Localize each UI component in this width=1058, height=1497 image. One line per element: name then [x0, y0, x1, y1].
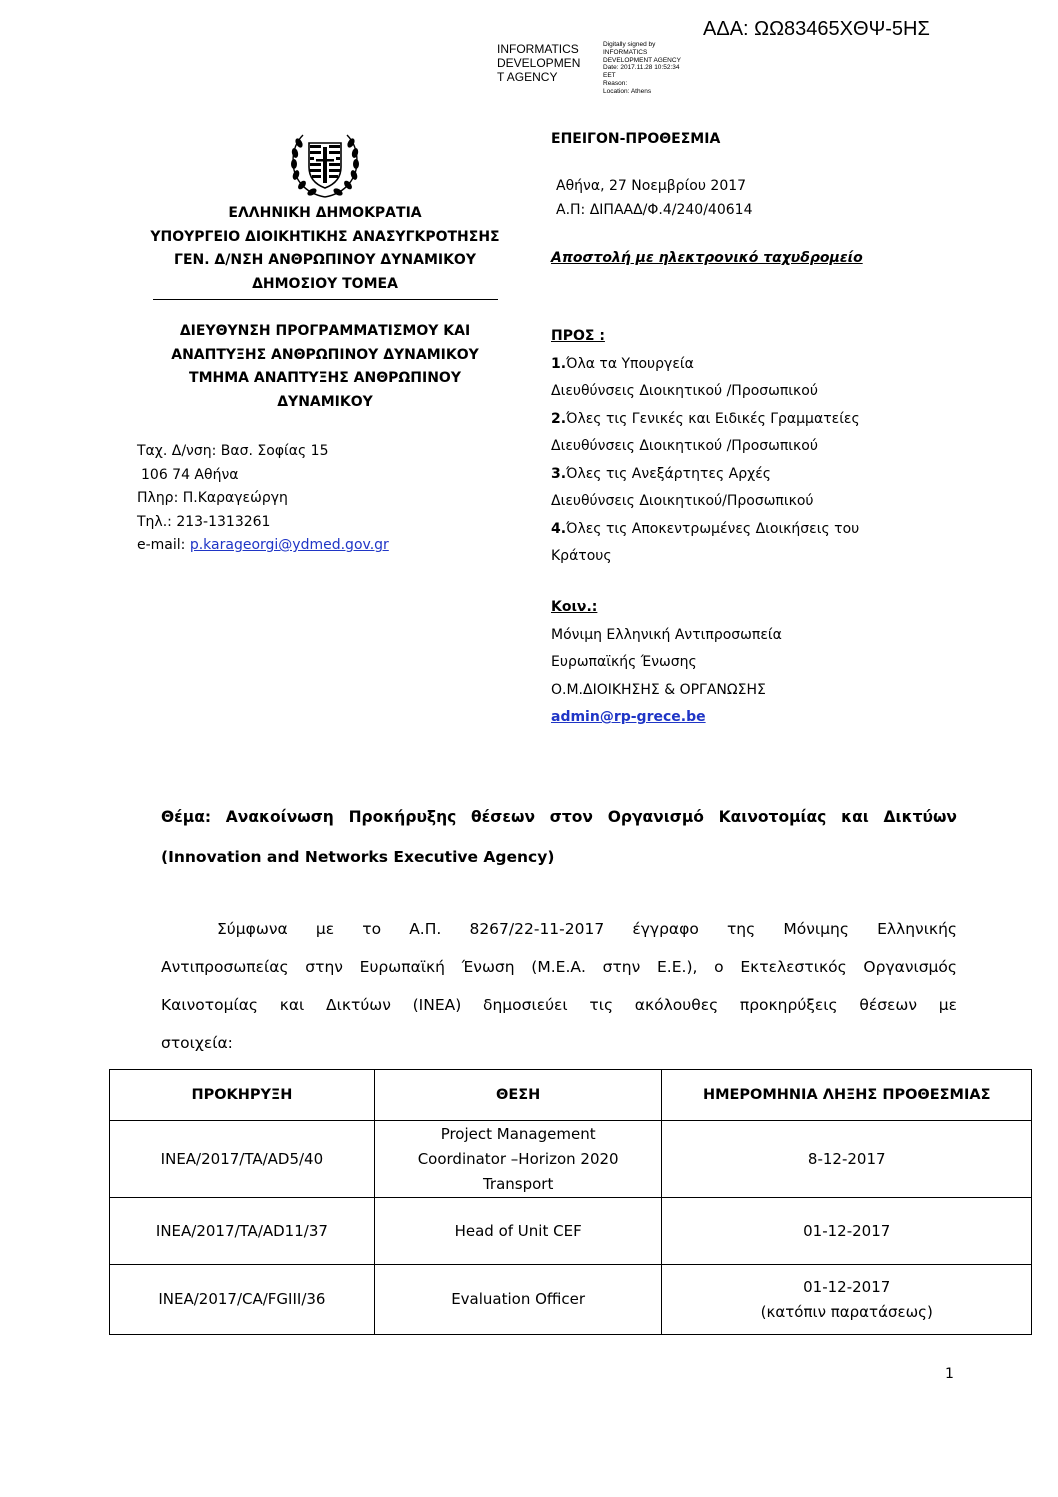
contact-block [137, 440, 389, 558]
signature-detail-line: Location: Athens [603, 87, 652, 95]
recipient-item: 2.Όλες τις Γενικές και Ειδικές Γραμματείες [551, 410, 860, 427]
cc-list [551, 594, 782, 732]
recipients-label: ΠΡΟΣ : [551, 328, 605, 344]
signature-detail-line: Reason: [603, 79, 628, 87]
email-label: e-mail: [137, 537, 190, 553]
signature-detail-line: DEVELOPMENT AGENCY [603, 56, 681, 64]
ministry-line: ΕΛΛΗΝΙΚΗ ΔΗΜΟΚΡΑΤΙΑ [228, 205, 422, 221]
signature-detail-line: EET [603, 72, 616, 80]
protocol-number: Α.Π: ΔΙΠΑΑΔ/Φ.4/240/40614 [556, 202, 753, 218]
table-row [110, 1121, 1032, 1198]
signature-name-line: DEVELOPMEN [497, 56, 581, 70]
vacancy-position: Head of Unit CEF [374, 1198, 662, 1265]
cc-line: Ο.Μ.ΔΙΟΙΚΗΣΗΣ & ΟΡΓΑΝΩΣΗΣ [551, 681, 766, 698]
greek-emblem-icon [285, 131, 365, 201]
urgency-label: ΕΠΕΙΓΟΝ-ΠΡΟΘΕΣΜΙΑ [551, 131, 721, 147]
body-line: Σύμφωνα με το Α.Π. 8267/22-11-2017 έγγραφο της Μόνιμης Ελληνικής [217, 920, 957, 938]
department-line: ΔΥΝΑΜΙΚΟΥ [277, 393, 373, 410]
contact-email-link[interactable]: p.karageorgi@ydmed.gov.gr [189, 537, 389, 553]
info-line: Πληρ: Π.Καραγεώργη [137, 490, 288, 506]
recipient-item: 4.Όλες τις Αποκεντρωμένες Διοικήσεις του [551, 520, 860, 537]
phone-line: Τηλ.: 213-1313261 [137, 513, 271, 530]
ministry-line: ΓΕΝ. Δ/ΝΣΗ ΑΝΘΡΩΠΙΝΟΥ ΔΥΝΑΜΙΚΟΥ [174, 252, 476, 268]
address-line: Ταχ. Δ/νση: Βασ. Σοφίας 15 [137, 443, 329, 459]
table-row [110, 1198, 1032, 1265]
signature-detail-line: INFORMATICS [603, 48, 648, 56]
vacancy-position: Evaluation Officer [374, 1265, 662, 1335]
department-line: ΑΝΑΠΤΥΞΗΣ ΑΝΘΡΩΠΙΝΟΥ ΔΥΝΑΜΙΚΟΥ [171, 346, 479, 363]
signature-details [603, 41, 703, 96]
body-paragraph [161, 910, 957, 1062]
cc-label: Κοιν.: [551, 599, 598, 615]
ada-code: ΑΔΑ: ΩΩ83465ΧΘΨ-5ΗΣ [703, 18, 930, 40]
body-line: στοιχεία: [161, 1034, 233, 1052]
department-line: ΔΙΕΥΘΥΝΣΗ ΠΡΟΓΡΑΜΜΑΤΙΣΜΟΥ ΚΑΙ [179, 323, 471, 339]
email-line [137, 534, 389, 558]
page-number: 1 [945, 1366, 954, 1382]
recipient-sub: Κράτους [551, 548, 612, 564]
ministry-line: ΔΗΜΟΣΙΟΥ ΤΟΜΕΑ [252, 275, 398, 292]
recipient-sub: Διευθύνσεις Διοικητικού/Προσωπικού [551, 493, 814, 509]
cc-line: Μόνιμη Ελληνική Αντιπροσωπεία [551, 626, 782, 643]
subject [161, 797, 957, 877]
signature-detail-line: Date: 2017.11.28 10:52:34 [603, 64, 680, 72]
cc-line: Ευρωπαϊκής Ένωσης [551, 654, 697, 670]
column-header: ΘΕΣΗ [374, 1070, 662, 1121]
table-header-row [110, 1070, 1032, 1121]
body-line: Καινοτομίας και Δικτύων (ΙΝΕΑ) δημοσιεύει τις ακόλουθες προκηρύξεις θέσεων με [161, 996, 957, 1014]
signature-name-line: T AGENCY [497, 70, 558, 84]
recipient-sub: Διευθύνσεις Διοικητικού /Προσωπικού [551, 438, 818, 454]
vacancy-deadline: 01-12-2017 [662, 1198, 1032, 1265]
recipient-item: 3.Όλες τις Ανεξάρτητες Αρχές [551, 465, 771, 482]
column-header: ΠΡΟΚΗΡΥΞΗ [110, 1070, 375, 1121]
delivery-method: Αποστολή με ηλεκτρονικό ταχυδρομείο [551, 250, 863, 266]
vacancy-position: Project Management Coordinator –Horizon 2020 Transport [374, 1121, 662, 1198]
vacancies-table [109, 1069, 1032, 1335]
ministry-line: ΥΠΟΥΡΓΕΙΟ ΔΙΟΙΚΗΤΙΚΗΣ ΑΝΑΣΥΓΚΡΟΤΗΣΗΣ [150, 228, 500, 245]
signature-detail-line: Digitally signed by [603, 41, 656, 48]
table-row [110, 1265, 1032, 1335]
signature-name-line: INFORMATICS [497, 42, 579, 56]
department-line: ΤΜΗΜΑ ΑΝΑΠΤΥΞΗΣ ΑΝΘΡΩΠΙΝΟΥ [189, 370, 461, 386]
document-date: Αθήνα, 27 Νοεμβρίου 2017 [556, 178, 747, 194]
column-header: ΗΜΕΡΟΜΗΝΙΑ ΛΗΞΗΣ ΠΡΟΘΕΣΜΙΑΣ [662, 1070, 1032, 1121]
header-divider [153, 299, 498, 300]
recipient-item: 1.Όλα τα Υπουργεία [551, 355, 694, 372]
recipients-list [551, 323, 860, 571]
city-line: 106 74 Αθήνα [141, 466, 239, 483]
recipient-sub: Διευθύνσεις Διοικητικού /Προσωπικού [551, 383, 818, 399]
vacancy-code: INEA/2017/CA/FGIII/36 [110, 1265, 375, 1335]
subject-line: (Innovation and Networks Executive Agency) [161, 848, 555, 866]
subject-line: Θέμα: Ανακοίνωση Προκήρυξης θέσεων στον Οργανισμό Καινοτομίας και Δικτύων [161, 808, 957, 826]
department-header [130, 320, 520, 414]
signature-name [497, 42, 597, 84]
vacancy-code: INEA/2017/TA/AD11/37 [110, 1198, 375, 1265]
vacancy-deadline: 8-12-2017 [662, 1121, 1032, 1198]
vacancy-deadline: 01-12-2017 (κατόπιν παρατάσεως) [662, 1265, 1032, 1335]
cc-email-link[interactable]: admin@rp-grece.be [551, 709, 706, 725]
body-line: Αντιπροσωπείας στην Ευρωπαϊκή Ένωση (Μ.Ε.Α. στην Ε.Ε.), ο Εκτελεστικός Οργανισμός [161, 958, 957, 976]
vacancy-code: INEA/2017/TA/AD5/40 [110, 1121, 375, 1198]
ministry-header [130, 202, 520, 296]
